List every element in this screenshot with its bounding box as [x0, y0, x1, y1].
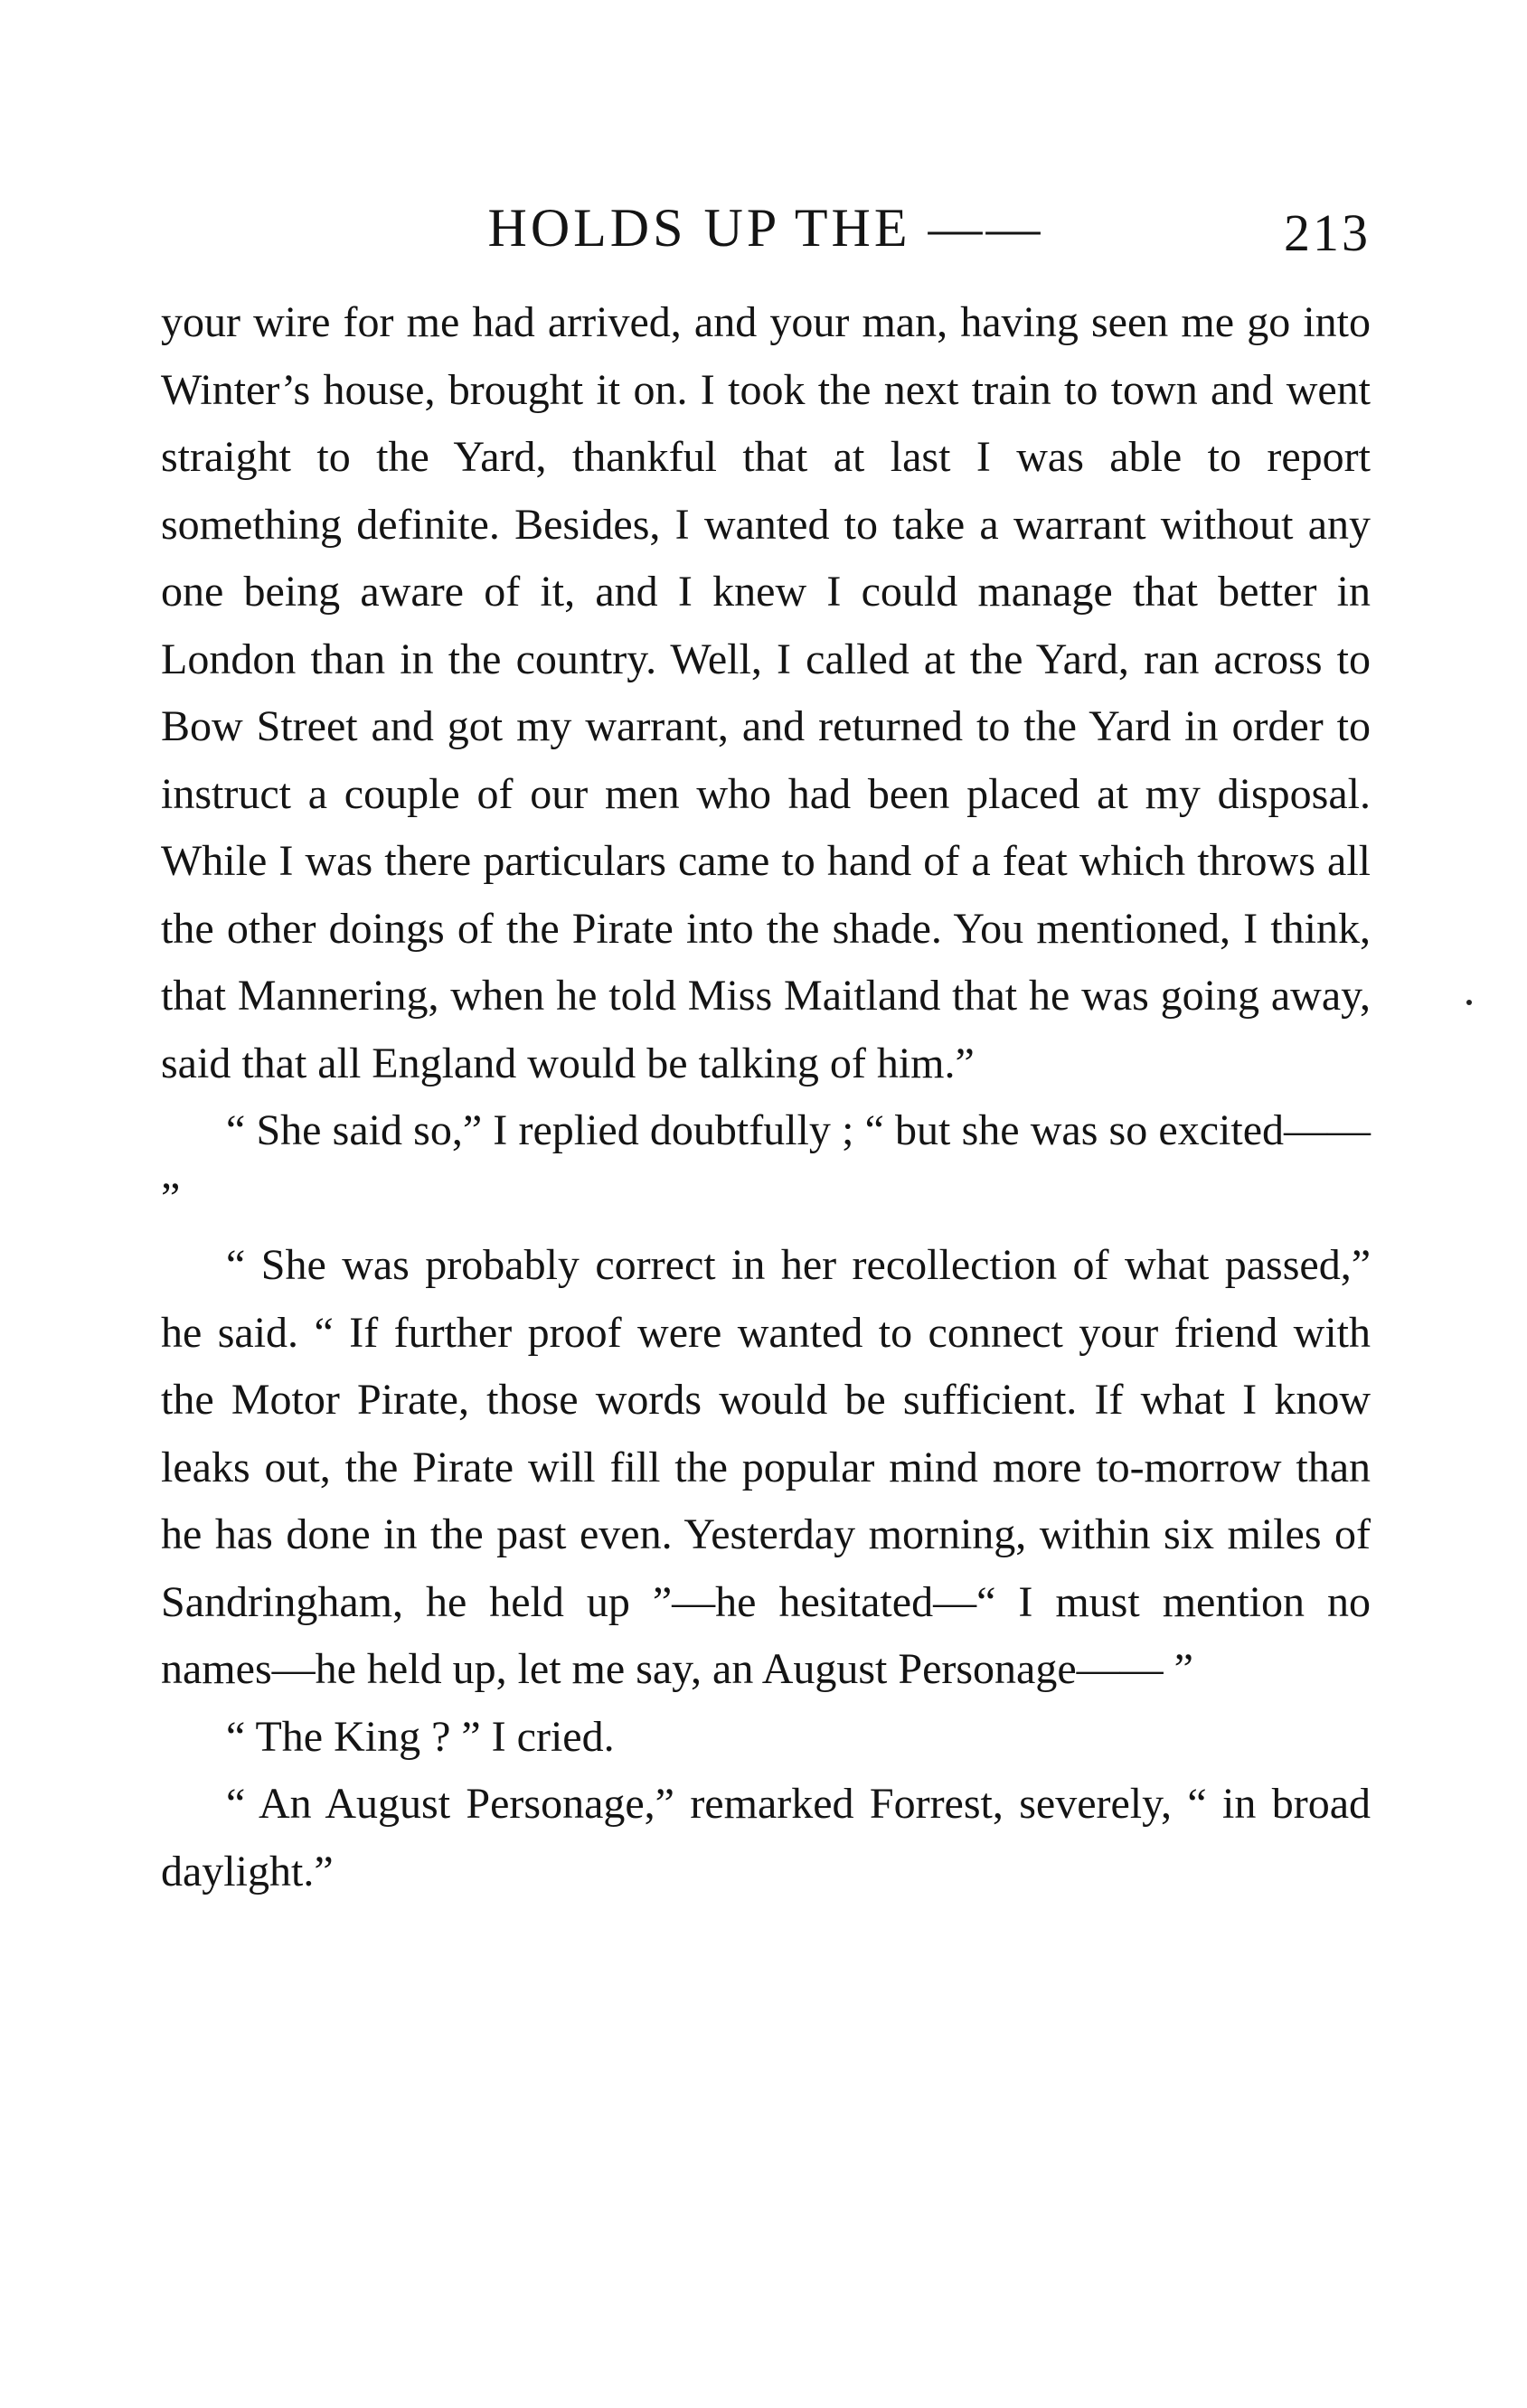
paragraph-4: “ The King ? ” I cried. [226, 1712, 615, 1761]
print-speck [1466, 1000, 1472, 1005]
body-text [161, 289, 1371, 1905]
paragraph-5: “ An August Personage,” remarked Forrest, severely, “ in broad daylight.” [161, 1780, 1371, 1895]
paragraph-3: “ She was probably correct in her recollection of what passed,” he said. “ If further proof were wanted to connect your friend with the Motor Pirate, those words would be sufficient. If what I know leaks out, the Pirate will fill the popular mind more to-morrow than he has done in the past even. Yesterday morning, within six miles of Sandringham, he held up ”—he hesitated—“ I must mention no names—he held up, let me say, an August Personage—— ” [161, 1241, 1371, 1693]
page-number: 213 [1284, 203, 1371, 262]
paragraph-1: your wire for me had arrived, and your man, having seen me go into Winter’s house, brought it on. I took the next train to town and went straight to the Yard, thankful that at last I was able to report something definite. Besides, I wanted to take a warrant without any one being aware of it, and I knew I could manage that better in London than in the country. Well, I called at the Yard, ran across to Bow Street and got my warrant, and returned to the Yard in order to instruct a couple of our men who had been placed at my disposal. While I was there particulars came to hand of a feat which throws all the other doings of the Pirate into the shade. You mentioned, I think, that Mannering, when he told Miss Maitland that he was going away, said that all England would be talking of him.” [161, 298, 1371, 1087]
paragraph-2: “ She said so,” I replied doubtfully ; “ but she was so excited—— ” [161, 1106, 1371, 1222]
running-head [161, 192, 1371, 273]
running-title: HOLDS UP THE —— [487, 198, 1044, 258]
